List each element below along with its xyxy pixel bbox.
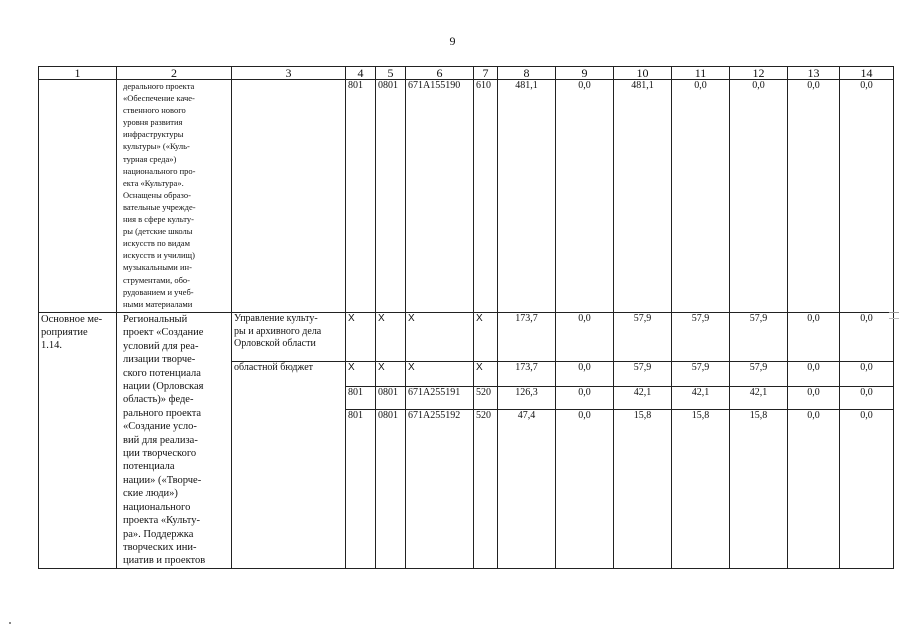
measure-cell [39, 80, 117, 313]
column-header: 2 [117, 67, 232, 80]
margin-mark [889, 318, 899, 320]
vr-cell: 610 [474, 80, 498, 313]
value-cell: 0,0 [556, 362, 614, 387]
description-cell [117, 313, 232, 569]
description-text: дерального проекта «Обеспечение каче- ственного нового уровня развития инфраструктуры культуры» («Куль- турная среда») национального про- екта «Культура». Оснащены образо- вательные учрежде- ния в сфере культу- ры (детские школы искусств по видам искусств и училищ) музыкальными ин- струментами, обо- рудованием и учеб- ными материалами [123, 81, 196, 309]
value-cell: 57,9 [672, 313, 730, 362]
value-cell: 0,0 [556, 313, 614, 362]
grbs-cell: 801 [346, 409, 376, 568]
value-cell: 15,8 [614, 409, 672, 568]
funding-source: областной бюджет [234, 362, 314, 373]
executor-cell [232, 362, 346, 569]
column-header: 5 [376, 67, 406, 80]
value-cell: 0,0 [672, 80, 730, 313]
value-cell: 57,9 [614, 362, 672, 387]
column-header: 11 [672, 67, 730, 80]
column-header: 9 [556, 67, 614, 80]
x-mark: X [406, 362, 474, 387]
value-cell: 42,1 [730, 386, 788, 409]
value-cell: 42,1 [672, 386, 730, 409]
value-cell: 0,0 [788, 386, 840, 409]
value-cell: 0,0 [556, 386, 614, 409]
value-cell: 0,0 [840, 362, 894, 387]
description-text: Региональный проект «Создание условий для реа- лизации творче- ского потенциала нации (Орловская область)» феде- рального проекта «Создание усло- вий для реализа- ции творческого потенциала нации» («Творче- ские люди») национального проекта «Культу- ра». Поддержка творческих ини- циатив и проектов [123, 314, 206, 567]
value-cell: 0,0 [730, 80, 788, 313]
x-mark: X [474, 362, 498, 387]
budget-table [38, 66, 894, 569]
x-mark: X [406, 313, 474, 362]
executor-cell [232, 80, 346, 313]
value-cell: 173,7 [498, 362, 556, 387]
x-mark: X [346, 362, 376, 387]
column-header: 3 [232, 67, 346, 80]
column-header: 14 [840, 67, 894, 80]
margin-mark [889, 312, 899, 314]
rzpr-cell: 0801 [376, 80, 406, 313]
value-cell: 0,0 [840, 409, 894, 568]
executor-cell [232, 313, 346, 362]
column-header: 8 [498, 67, 556, 80]
column-number-header [39, 67, 894, 80]
value-cell: 0,0 [556, 80, 614, 313]
executor-text: Управление культу- ры и архивного дела Орловской области [234, 313, 322, 350]
rzpr-cell: 0801 [376, 409, 406, 568]
column-header: 6 [406, 67, 474, 80]
column-header: 12 [730, 67, 788, 80]
csr-cell: 671А255192 [406, 409, 474, 568]
x-mark: X [346, 313, 376, 362]
vr-cell: 520 [474, 409, 498, 568]
table-row [39, 80, 894, 313]
vr-cell: 520 [474, 386, 498, 409]
table-row [39, 313, 894, 362]
column-header: 1 [39, 67, 117, 80]
value-cell: 173,7 [498, 313, 556, 362]
value-cell: 15,8 [672, 409, 730, 568]
value-cell: 57,9 [730, 362, 788, 387]
value-cell: 481,1 [614, 80, 672, 313]
value-cell: 0,0 [788, 362, 840, 387]
value-cell: 0,0 [788, 80, 840, 313]
value-cell: 57,9 [730, 313, 788, 362]
grbs-cell: 801 [346, 80, 376, 313]
value-cell: 0,0 [788, 409, 840, 568]
value-cell: 0,0 [556, 409, 614, 568]
column-header: 13 [788, 67, 840, 80]
column-header: 4 [346, 67, 376, 80]
value-cell: 15,8 [730, 409, 788, 568]
value-cell: 0,0 [840, 386, 894, 409]
column-header: 7 [474, 67, 498, 80]
grbs-cell: 801 [346, 386, 376, 409]
value-cell: 481,1 [498, 80, 556, 313]
value-cell: 126,3 [498, 386, 556, 409]
rzpr-cell: 0801 [376, 386, 406, 409]
page-number: 9 [449, 34, 456, 48]
value-cell: 42,1 [614, 386, 672, 409]
value-cell: 0,0 [840, 313, 894, 362]
csr-cell: 671А155190 [406, 80, 474, 313]
csr-cell: 671А255191 [406, 386, 474, 409]
value-cell: 47,4 [498, 409, 556, 568]
x-mark: X [376, 313, 406, 362]
measure-cell [39, 313, 117, 569]
description-cell [117, 80, 232, 313]
x-mark: X [474, 313, 498, 362]
value-cell: 57,9 [672, 362, 730, 387]
scan-speck [9, 622, 11, 624]
measure-title: Основное ме- роприятие 1.14. [41, 314, 103, 351]
x-mark: X [376, 362, 406, 387]
value-cell: 57,9 [614, 313, 672, 362]
column-header: 10 [614, 67, 672, 80]
value-cell: 0,0 [788, 313, 840, 362]
value-cell: 0,0 [840, 80, 894, 313]
